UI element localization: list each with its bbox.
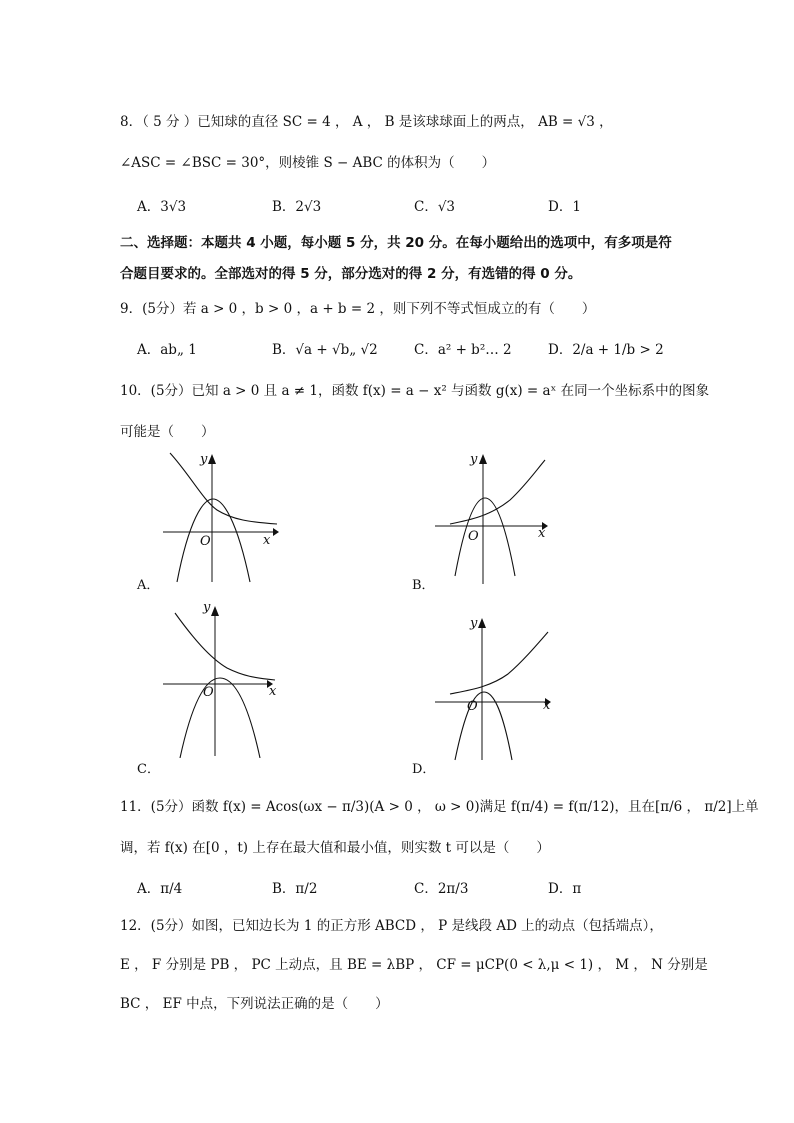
q8-option-b: B．2√3 xyxy=(272,199,322,215)
q8-option-c: C．√3 xyxy=(414,199,456,215)
q8-stem-line1: 8．（ 5 分 ）已知球的直径 SC = 4 ， A ， B 是该球球面上的两点， AB = √3 ， xyxy=(120,114,613,130)
q8-option-d: D．1 xyxy=(548,199,581,215)
q10-graph-d-origin-label: O xyxy=(467,699,478,714)
q9-option-d: D．2/a + 1/b > 2 xyxy=(548,342,664,358)
section2-header-line1: 二、选择题：本题共 4 小题，每小题 5 分，共 20 分。在每小题给出的选项中，有多项是符 xyxy=(120,235,672,251)
q10-graph-d-label: D． xyxy=(412,762,436,777)
q12-stem-line2: E ， F 分别是 PB ， PC 上动点，且 BE = λBP ， CF = μCP(0 < λ,μ < 1) ， M ， N 分别是 xyxy=(120,957,708,973)
q10-graph-c xyxy=(155,598,280,758)
q9-stem: 9．(5分）若 a > 0 ，b > 0 ，a + b = 2 ，则下列不等式恒成立的有（ ） xyxy=(120,301,596,317)
q10-graph-c-label: C． xyxy=(137,762,160,777)
q9-option-b: B．√a + √b„ √2 xyxy=(272,342,378,358)
q9-option-c: C．a² + b²… 2 xyxy=(414,342,512,358)
q10-graph-c-origin-label: O xyxy=(203,685,214,700)
q10-graph-a xyxy=(155,450,280,585)
section2-header-line2: 合题目要求的。全部选对的得 5 分，部分选对的得 2 分，有选错的得 0 分。 xyxy=(120,266,582,282)
q10-graph-b xyxy=(430,450,555,585)
q11-stem-line1: 11．(5分）函数 f(x) = Acos(ωx − π/3)(A > 0 ， ω > 0)满足 f(π/4) = f(π/12)，且在[π/6 ， π/2]上单 xyxy=(120,799,759,815)
q10-graph-c-y-label: y xyxy=(203,600,211,615)
q11-option-c: C．2π/3 xyxy=(414,881,469,897)
q10-graph-b-x-label: x xyxy=(538,526,546,541)
q8-stem-line2: ∠ASC = ∠BSC = 30°，则棱锥 S − ABC 的体积为（ ） xyxy=(120,155,496,171)
q10-stem-line2: 可能是（ ） xyxy=(120,424,215,440)
q11-option-b: B．π/2 xyxy=(272,881,318,897)
q10-graph-a-x-label: x xyxy=(263,533,271,548)
q10-graph-a-label: A． xyxy=(137,578,160,593)
q10-graph-c-x-label: x xyxy=(269,684,277,699)
q10-graph-d xyxy=(430,612,555,762)
q10-graph-b-y-label: y xyxy=(470,452,478,467)
q12-stem-line3: BC ， EF 中点，下列说法正确的是（ ） xyxy=(120,996,389,1012)
q11-option-a: A．π/4 xyxy=(137,881,183,897)
q12-stem-line1: 12．(5分）如图，已知边长为 1 的正方形 ABCD ， P 是线段 AD 上的动点（包括端点）， xyxy=(120,918,663,934)
q10-stem-line1: 10．(5分）已知 a > 0 且 a ≠ 1，函数 f(x) = a − x² 与函数 g(x) = aˣ 在同一个坐标系中的图象 xyxy=(120,383,710,399)
q11-option-d: D．π xyxy=(548,881,582,897)
q9-option-a: A．ab„ 1 xyxy=(137,342,197,358)
q10-graph-b-origin-label: O xyxy=(468,529,479,544)
q10-graph-d-x-label: x xyxy=(543,698,551,713)
q11-stem-line2: 调，若 f(x) 在[0 ，t) 上存在最大值和最小值，则实数 t 可以是（ ） xyxy=(120,840,550,856)
q10-graph-a-y-label: y xyxy=(200,452,208,467)
q8-option-a: A．3√3 xyxy=(137,199,187,215)
q10-graph-b-label: B． xyxy=(412,578,435,593)
q10-graph-a-origin-label: O xyxy=(200,534,211,549)
q10-graph-d-y-label: y xyxy=(470,616,478,631)
